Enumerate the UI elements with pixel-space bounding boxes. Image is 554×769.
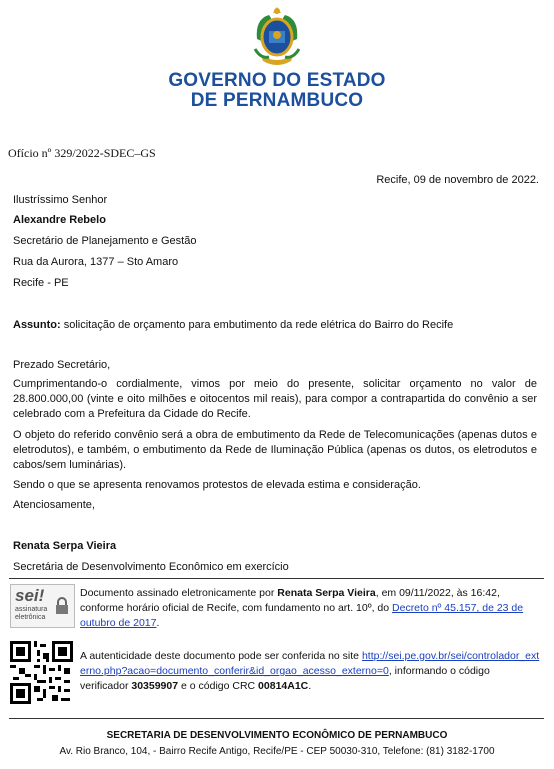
paragraph-2: O objeto do referido convênio será a obra de embutimento da Rede de Telecomunicações (apenas dutos e eletrodutos), e também, o embutimento da Rede de Iluminação Pública (apenas os dutos, os eletrodutos e cabos/sem luminárias).	[13, 429, 537, 471]
sei-logo-text: sei!	[15, 586, 45, 605]
footer-org: SECRETARIA DE DESENVOLVIMENTO ECONÔMICO DE PERNAMBUCO	[106, 730, 448, 741]
footer-address: Av. Rio Branco, 104, - Bairro Recife Antigo, Recife/PE - CEP 50030-310, Telefone: (81) 3182-1700	[59, 746, 495, 757]
greeting: Prezado Secretário,	[13, 359, 111, 371]
header-line-1: GOVERNO DO ESTADO	[168, 70, 386, 91]
crc-code: 00814A1C	[258, 680, 309, 692]
paragraph-3: Sendo o que se apresenta renovamos protestos de elevada estima e consideração.	[13, 479, 421, 491]
verification-code: 30359907	[131, 680, 179, 692]
sei-logo-sub	[15, 606, 47, 622]
verification-link[interactable]: http://sei.pe.gov.br/sei/controlador_externo.php?acao=documento_conferir&id_orgao_acesso_externo=0	[80, 650, 540, 677]
verification-statement	[80, 649, 540, 694]
verif-text-4: .	[308, 680, 312, 692]
lock-icon	[55, 597, 69, 615]
divider	[9, 578, 544, 579]
signer-name: Renata Serpa Vieira	[13, 540, 117, 552]
verif-text-3: e o código CRC	[178, 680, 259, 692]
verif-text-1: A autenticidade deste documento pode ser conferida no site	[80, 650, 362, 662]
sei-signature-logo	[10, 584, 75, 628]
subject-text: solicitação de orçamento para embutimento da rede elétrica do Bairro do Recife	[60, 319, 454, 331]
header-line-2: DE PERNAMBUCO	[190, 90, 364, 111]
recipient-role: Secretário de Planejamento e Gestão	[13, 235, 197, 247]
recipient-address: Rua da Aurora, 1377 – Sto Amaro	[13, 256, 179, 268]
sei-logo-sub-2: eletrônica	[15, 614, 46, 621]
decree-link[interactable]: Decreto nº 45.157, de 23 de outubro de 2017	[80, 602, 524, 629]
sig-text-3: .	[156, 617, 160, 629]
footer-divider	[9, 718, 544, 719]
recipient-city: Recife - PE	[13, 277, 69, 289]
coat-of-arms-logo	[247, 5, 307, 69]
closing: Atenciosamente,	[13, 499, 95, 511]
letter-date: Recife, 09 de novembro de 2022.	[376, 174, 539, 186]
qr-code	[10, 641, 73, 704]
sig-signer-name: Renata Serpa Vieira	[277, 587, 376, 599]
verif-text-2: , informando o código verificador	[80, 665, 490, 692]
subject-label: Assunto:	[13, 319, 61, 331]
oficio-number: Ofício nº 329/2022-SDEC–GS	[8, 146, 156, 160]
signature-statement	[80, 586, 540, 631]
signer-role: Secretária de Desenvolvimento Econômico em exercício	[13, 561, 289, 573]
sei-logo-sub-1: assinatura	[15, 606, 48, 613]
subject-line	[13, 318, 543, 333]
recipient-name: Alexandre Rebelo	[13, 214, 106, 226]
paragraph-1: Cumprimentando-o cordialmente, vimos por meio do presente, solicitar orçamento no valor de 28.800.000,00 (vinte e oito milhões e oitocentos mil reais), para compor a contrapartida do convênio a ser celebrado com a Prefeitura da Cidade do Recife.	[13, 378, 537, 420]
sig-text-2: , em 09/11/2022, às 16:42, conforme horário oficial de Recife, com fundamento no art. 10º, do	[80, 587, 500, 614]
recipient-salutation: Ilustríssimo Senhor	[13, 194, 108, 206]
sig-text-1: Documento assinado eletronicamente por	[80, 587, 278, 599]
